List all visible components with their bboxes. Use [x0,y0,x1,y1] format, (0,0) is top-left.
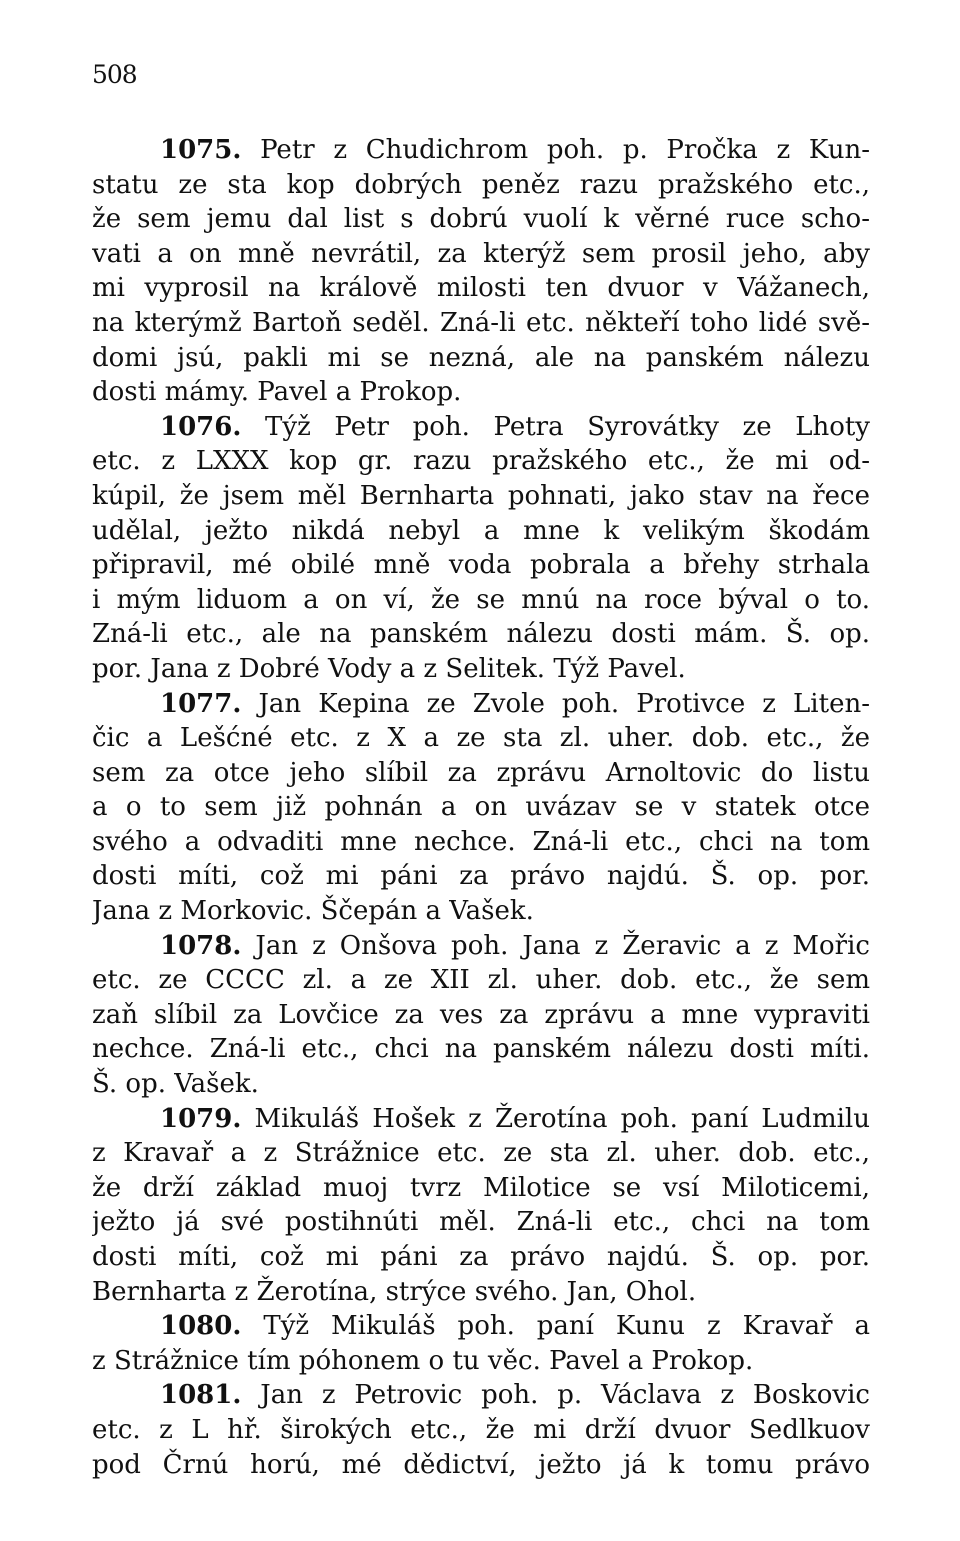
line-text: vati a on mně nevrátil, za kterýž sem prosil jeho, aby [92,238,870,269]
entry-number: 1080. [160,1311,242,1342]
entry-number: 1075. [160,135,242,165]
line-text: na kterýmž Bartoň seděl. Zná-li etc. někteří toho lidé svě- [92,307,870,338]
text-line [92,1171,870,1206]
line-text: ježto já své postihnúti měl. Zná-li etc., chci na tom [92,1207,870,1238]
line-text: etc. z L hř. širokých etc., že mi drží dvuor Sedlkuov [92,1414,870,1445]
text-line [92,375,870,410]
line-text: dosti mámy. Pavel a Prokop. [92,377,462,408]
text-line [92,444,870,479]
text-line [92,548,870,583]
line-text: nechce. Zná-li etc., chci na panském nálezu dosti míti. [92,1034,870,1065]
text-line [92,652,870,687]
entry-first-line [92,687,870,722]
line-text: mi vyprosil na králově milosti ten dvuor v Vážanech, [92,273,870,304]
text-line [92,825,870,860]
text-line [92,721,870,756]
entry-number: 1076. [160,411,242,442]
entry-number: 1078. [160,930,242,961]
line-text: Zná-li etc., ale na panském nálezu dosti mám. Š. op. [92,619,870,650]
text-line [92,583,870,618]
text-line [92,790,870,825]
text-line [92,859,870,894]
entry-first-line [92,1309,870,1344]
entry-first-line [92,1378,870,1413]
line-text: por. Jana z Dobré Vody a z Selitek. Týž Pavel. [92,653,686,684]
text-line [92,1205,870,1240]
page-number: 508 [92,60,137,89]
line-text: domi jsú, pakli mi se nezná, ale na panském nálezu [92,342,870,373]
text-line [92,1275,870,1310]
line-text: i mým liduom a on ví, že se mnú na roce býval o to. [92,584,870,615]
line-text: Š. op. Vašek. [92,1069,259,1100]
text-line [92,1032,870,1067]
entry-first-line [92,929,870,964]
text-line [92,237,870,272]
line-text: a o to sem již pohnán a on uvázav se v statek otce [92,792,870,823]
line-text: Bernharta z Žerotína, strýce svého. Jan, Ohol. [92,1276,697,1307]
line-text: zaň slíbil za Lovčice za ves za zprávu a mne vypraviti [92,999,870,1030]
line-text: kúpil, že jsem měl Bernharta pohnati, jako stav na řece [92,480,870,511]
entry-number: 1081. [160,1380,242,1411]
page-body-text [92,133,870,1482]
line-text: udělal, ježto nikdá nebyl a mne k velikým škodám [92,515,870,546]
line-text: Týž Petr poh. Petra Syrovátky ze Lhoty [241,411,870,442]
entry-first-line [92,410,870,445]
text-line [92,479,870,514]
line-text: etc. z LXXX kop gr. razu pražského etc., že mi od- [92,446,870,477]
entry-number: 1077. [160,688,242,719]
line-text: Jan z Onšova poh. Jana z Žeravic a z Mořic [241,930,870,961]
line-text: etc. ze CCCC zl. a ze XII zl. uher. dob. etc., že sem [92,965,870,996]
line-text: sem za otce jeho slíbil za zprávu Arnoltovic do listu [92,757,870,788]
line-text: z Kravař a z Strážnice etc. ze sta zl. uher. dob. etc., [92,1138,870,1169]
entry-first-line [92,133,870,168]
text-line [92,756,870,791]
line-text: čic a Lešćné etc. z X a ze sta zl. uher. dob. etc., že [92,723,870,754]
line-text: Jan Kepina ze Zvole poh. Protivce z Liten- [241,688,870,719]
entry-first-line [92,1102,870,1137]
text-line [92,894,870,929]
line-text: dosti míti, což mi páni za právo najdú. Š. op. por. [92,1242,870,1272]
text-line [92,1344,870,1379]
text-line [92,963,870,998]
line-text: že sem jemu dal list s dobrú vuolí k věrné ruce scho- [92,204,870,235]
text-line [92,1413,870,1448]
text-line [92,306,870,341]
text-line [92,617,870,652]
text-line [92,1240,870,1275]
line-text: Mikuláš Hošek z Žerotína poh. paní Ludmilu [241,1103,870,1134]
text-line [92,514,870,549]
line-text: Jan z Petrovic poh. p. Václava z Boskovic [241,1380,870,1411]
line-text: připravil, mé obilé mně voda pobrala a břehy strhala [92,550,870,581]
text-line [92,271,870,306]
line-text: Petr z Chudichrom poh. p. Pročka z Kun- [241,135,870,165]
text-line [92,202,870,237]
line-text: že drží základ muoj tvrz Milotice se vsí Miloticemi, [92,1172,870,1203]
text-line [92,1136,870,1171]
text-line [92,168,870,203]
line-text: dosti míti, což mi páni za právo najdú. Š. op. por. [92,861,870,892]
line-text: Jana z Morkovic. Ščepán a Vašek. [92,896,534,927]
line-text: statu ze sta kop dobrých peněz razu pražského etc., [92,169,870,200]
line-text: Týž Mikuláš poh. paní Kunu z Kravař a [241,1311,870,1342]
line-text: svého a odvaditi mne nechce. Zná-li etc., chci na tom [92,826,870,857]
text-line [92,1067,870,1102]
line-text: pod Črnú horú, mé dědictví, ježto já k tomu právo [92,1449,870,1480]
text-line [92,998,870,1033]
text-line [92,1448,870,1483]
entry-number: 1079. [160,1103,242,1134]
text-line [92,341,870,376]
line-text: z Strážnice tím póhonem o tu věc. Pavel a Prokop. [92,1345,754,1376]
